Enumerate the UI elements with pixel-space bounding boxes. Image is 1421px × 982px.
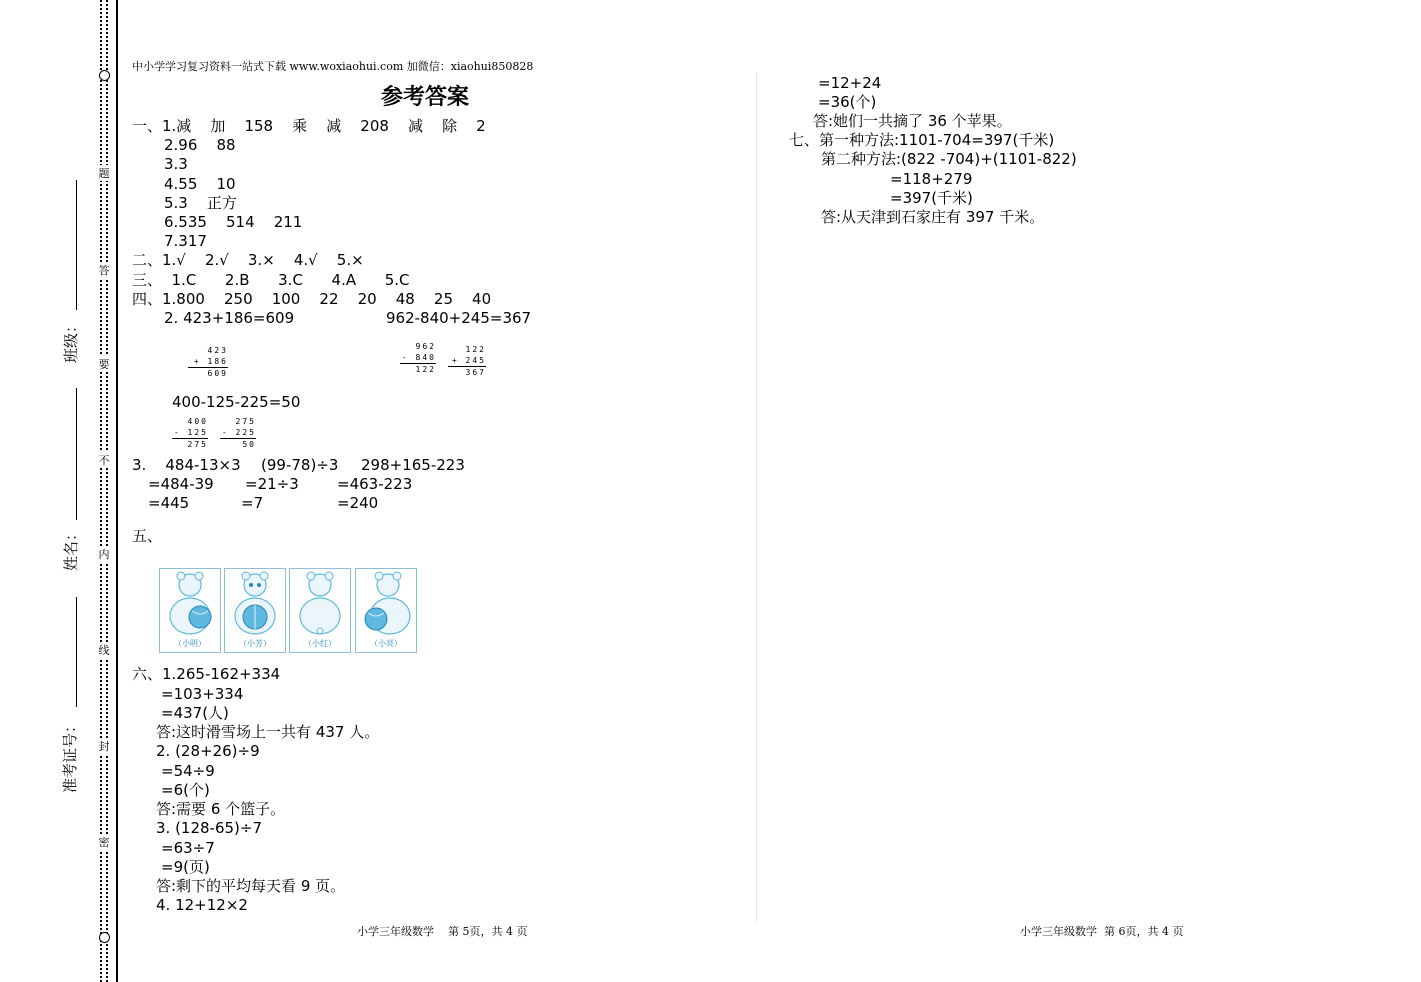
vc-c-result: 367 <box>465 368 486 377</box>
section1-line4: 4.55 10 <box>164 175 236 193</box>
section6-line: 4. 12+12×2 <box>156 896 248 914</box>
q3-row3-col3: =240 <box>337 494 379 512</box>
binding-circle-bottom-icon <box>99 932 110 943</box>
section4-line1: 四、1.800 250 100 22 20 48 25 40 <box>132 290 492 308</box>
vc-a-op: + 186 <box>193 357 228 366</box>
right-line: 七、第一种方法:1101-704=397(千米) <box>789 131 1055 149</box>
q3-row1-col3: 298+165-223 <box>361 456 465 474</box>
bear-card-3 <box>289 568 351 653</box>
vertical-calc-a <box>188 345 228 379</box>
binding-char: 不 <box>98 454 110 467</box>
vc-d-top: 400 <box>187 417 208 426</box>
right-line: =36(个) <box>818 93 877 111</box>
q3-row1-col2: (99-78)÷3 <box>261 456 339 474</box>
section4-line3: 400-125-225=50 <box>172 393 301 411</box>
vc-e-result: 50 <box>242 440 256 449</box>
page-divider <box>756 72 757 922</box>
section1-line7: 7.317 <box>164 232 207 250</box>
page-title: 参考答案 <box>381 85 470 110</box>
binding-char: 答 <box>98 264 110 277</box>
name-label: 姓名： <box>62 525 81 572</box>
binding-char: 题 <box>98 167 110 180</box>
section6-line: 答:剩下的平均每天看 9 页。 <box>156 877 346 895</box>
class-fill-line <box>76 180 77 310</box>
q3-row3-col2: =7 <box>241 494 264 512</box>
vertical-calc-e <box>220 416 256 450</box>
exam-id-fill-line <box>76 597 77 707</box>
section6-line: 答:这时滑雪场上一共有 437 人。 <box>156 723 380 741</box>
vc-e-top: 275 <box>235 417 256 426</box>
right-line: 第二种方法:(822 -704)+(1101-822) <box>821 150 1077 168</box>
vertical-calc-b <box>400 341 436 375</box>
footer-left: 小学三年级数学 第 5页，共 4 页 <box>357 925 528 938</box>
section6-line: 3. (128-65)÷7 <box>156 819 263 837</box>
section6-line: =437(人) <box>161 704 229 722</box>
section4-line2b: 962-840+245=367 <box>386 309 532 327</box>
q3-row1-col1: 3. 484-13×3 <box>132 456 241 474</box>
right-line: =397(千米) <box>890 189 973 207</box>
section1-line3: 3.3 <box>164 155 188 173</box>
q3-row2-col1: =484-39 <box>148 475 214 493</box>
section6-line: =9(页) <box>161 858 210 876</box>
footer-right: 小学三年级数学 第 6页，共 4 页 <box>1020 925 1184 938</box>
bear-card-2 <box>224 568 286 653</box>
section2-answers: 二、1.√ 2.√ 3.× 4.√ 5.× <box>132 251 364 269</box>
section3-answers: 三、 1.C 2.B 3.C 4.A 5.C <box>132 271 410 289</box>
bear-caption: （小芳） <box>239 639 271 648</box>
vc-e-op: - 225 <box>221 428 256 437</box>
binding-char: 线 <box>98 644 110 657</box>
section6-line: =54÷9 <box>161 762 215 780</box>
bear-with-ball-icon <box>160 569 220 639</box>
section6-line: =103+334 <box>161 685 244 703</box>
vc-c-top: 122 <box>465 345 486 354</box>
vc-d-result: 275 <box>187 440 208 449</box>
vertical-calc-c <box>448 344 486 378</box>
binding-circle-top-icon <box>99 70 110 81</box>
vc-a-top: 423 <box>207 346 228 355</box>
section6-line: 六、1.265-162+334 <box>132 665 281 683</box>
name-fill-line <box>76 388 77 520</box>
vc-c-op: + 245 <box>451 356 486 365</box>
vc-b-result: 122 <box>415 365 436 374</box>
q3-row3-col1: =445 <box>148 494 190 512</box>
header-note: 中小学学习复习资料一站式下载 www.woxiaohui.com 加微信：xiaohui850828 <box>132 60 534 73</box>
section1-line1: 一、1.减 加 158 乘 减 208 减 除 2 <box>132 117 486 135</box>
bear-caption: （小亮） <box>370 639 402 648</box>
bear-card-1 <box>159 568 221 653</box>
binding-char: 密 <box>98 836 110 849</box>
binding-char: 要 <box>98 358 110 371</box>
right-line: 答:从天津到石家庄有 397 千米。 <box>821 208 1045 226</box>
vc-a-result: 609 <box>207 369 228 378</box>
right-line: =118+279 <box>890 170 973 188</box>
vc-b-top: 962 <box>415 342 436 351</box>
section5-label: 五、 <box>132 527 163 545</box>
bear-back-icon <box>290 569 350 639</box>
section4-line2a: 2. 423+186=609 <box>164 309 295 327</box>
bear-with-ball-icon <box>356 569 416 639</box>
vc-d-op: - 125 <box>173 428 208 437</box>
vertical-calc-d <box>172 416 208 450</box>
bear-card-4 <box>355 568 417 653</box>
right-line: =12+24 <box>818 74 882 92</box>
bear-with-ball-icon <box>225 569 285 639</box>
exam-id-label: 准考证号： <box>61 717 80 794</box>
class-label: 班级： <box>62 317 81 364</box>
section6-line: 答:需要 6 个篮子。 <box>156 800 286 818</box>
q3-row2-col2: =21÷3 <box>245 475 299 493</box>
right-line: 答:她们一共摘了 36 个苹果。 <box>813 112 1012 130</box>
binding-char: 内 <box>98 548 110 561</box>
vc-b-op: - 840 <box>401 353 436 362</box>
bear-caption: （小明） <box>174 639 206 648</box>
section1-line2: 2.96 88 <box>164 136 236 154</box>
q3-row2-col3: =463-223 <box>337 475 413 493</box>
binding-char: 封 <box>98 740 110 753</box>
bear-caption: （小红） <box>304 639 336 648</box>
section6-line: =6(个) <box>161 781 210 799</box>
section6-line: 2. (28+26)÷9 <box>156 742 260 760</box>
section1-line6: 6.535 514 211 <box>164 213 303 231</box>
binding-solid-line <box>116 0 118 982</box>
section1-line5: 5.3 正方 <box>164 194 237 212</box>
section6-line: =63÷7 <box>161 839 215 857</box>
